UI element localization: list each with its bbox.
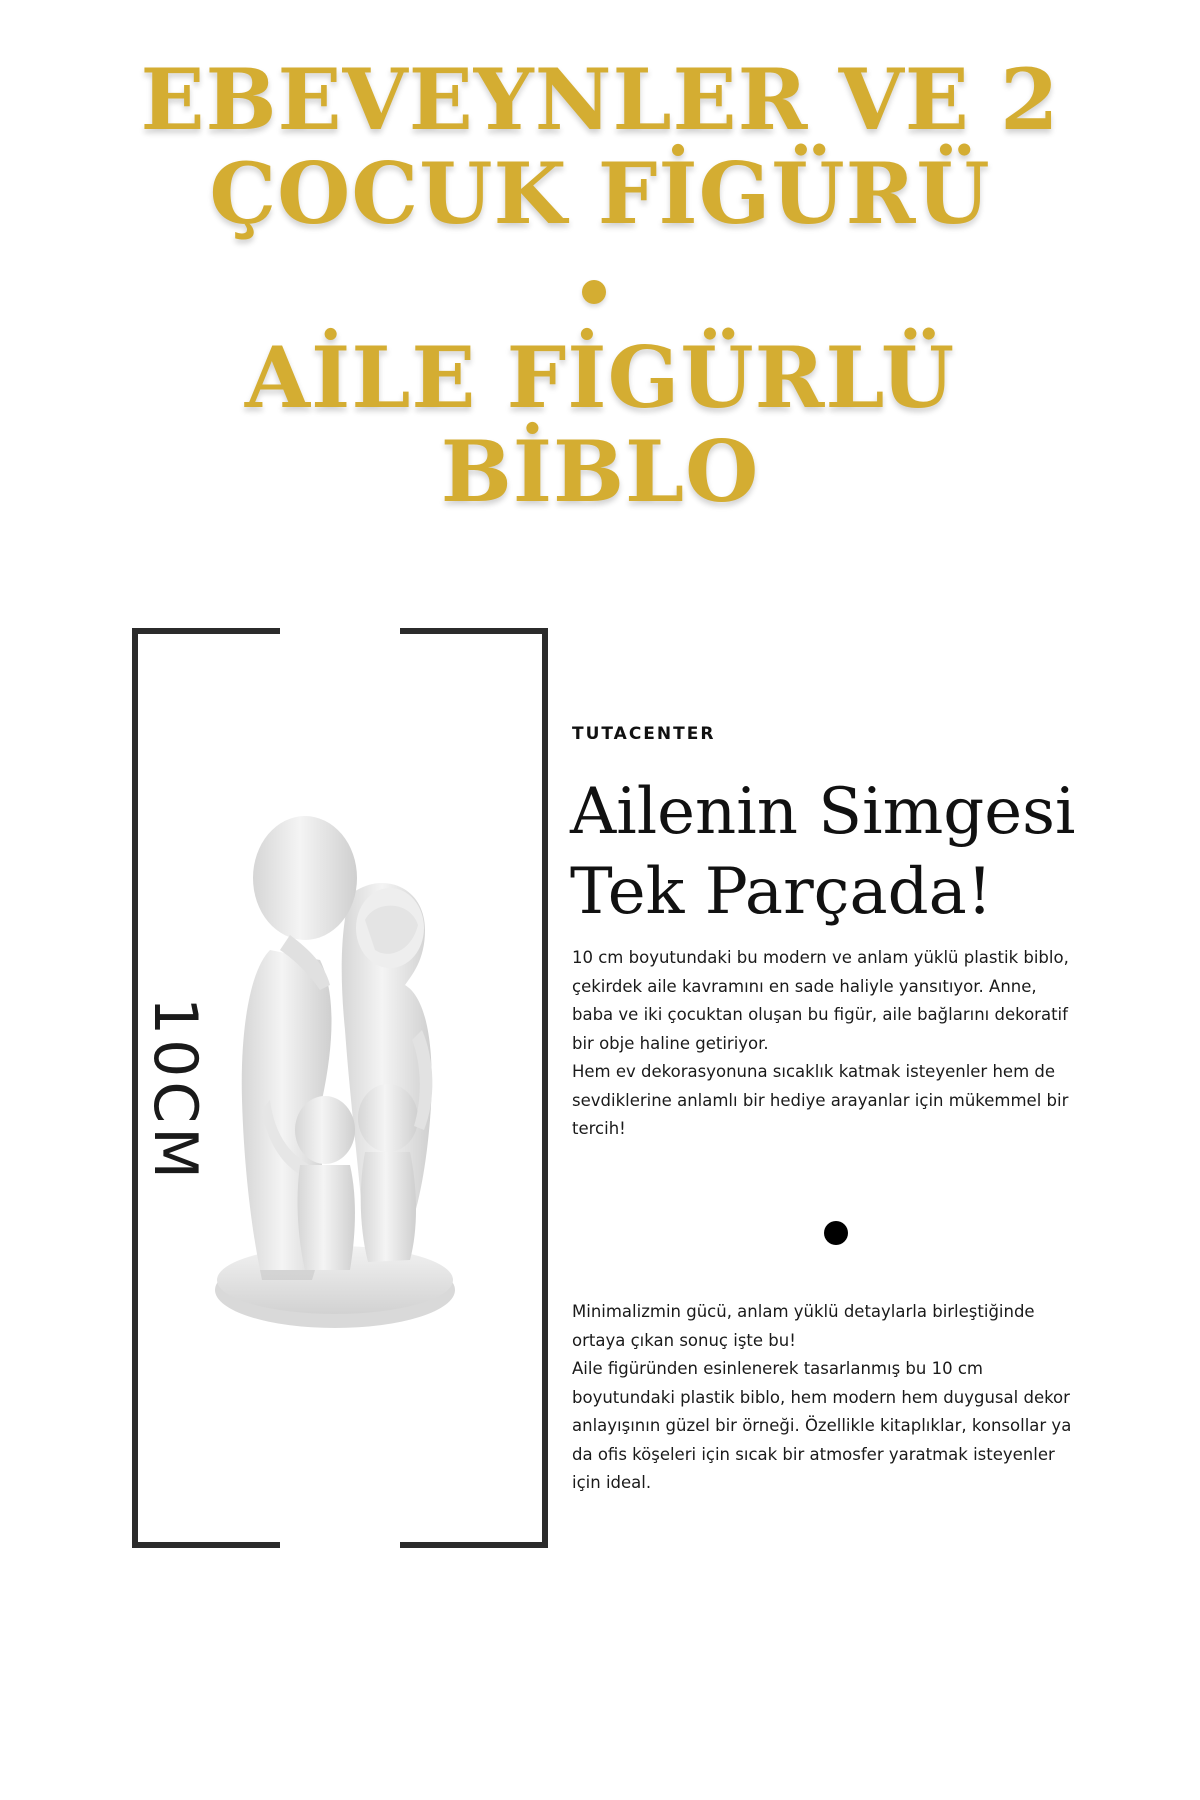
bracket-right-top bbox=[400, 628, 548, 634]
bracket-right-vertical bbox=[542, 628, 548, 1548]
bracket-right-bottom bbox=[400, 1542, 548, 1548]
family-figurine-image bbox=[200, 800, 480, 1340]
section-title: Ailenin Simgesi Tek Parçada! bbox=[570, 775, 1076, 929]
brand-name: TUTACENTER bbox=[572, 724, 716, 744]
headline-line-1: EBEVEYNLER VE 2 bbox=[140, 50, 1060, 149]
headline-line-4: BİBLO bbox=[440, 422, 760, 521]
description-paragraph-2: Minimalizmin gücü, anlam yüklü detaylarla birleştiğinde ortaya çıkan sonuç işte bu! Aile figüründen esinlenerek tasarlanmış bu 10 cm boyutundaki plastik biblo, hem modern hem duygusal dekor anlayışının güzel bir örneği. Özellikle kitaplıklar, konsollar ya da ofis köşeleri için sıcak bir atmosfer yaratmak isteyenler için ideal. bbox=[572, 1302, 1072, 1492]
bracket-left-top bbox=[132, 628, 280, 634]
bracket-left-bottom bbox=[132, 1542, 280, 1548]
child-2-body bbox=[361, 1152, 416, 1262]
child-1-head bbox=[295, 1096, 355, 1164]
dimension-label: 10CM bbox=[140, 996, 210, 1183]
gold-dot-icon bbox=[582, 280, 606, 304]
description-paragraph-1: 10 cm boyutundaki bu modern ve anlam yüklü plastik biblo, çekirdek aile kavramını en sade haliyle yansıtıyor. Anne, baba ve iki çocuktan oluşan bu figür, aile bağlarını dekoratif bir obje haline getiriyor. Hem ev dekorasyonuna sıcaklık katmak isteyenler hem de sevdiklerine anlamlı bir hediye arayanlar için mükemmel bir tercih! bbox=[572, 948, 1069, 1138]
child-1-body bbox=[298, 1165, 355, 1270]
black-dot-icon bbox=[824, 1221, 848, 1245]
bracket-left-vertical bbox=[132, 628, 138, 1548]
headline-line-2: ÇOCUK FİGÜRÜ bbox=[209, 144, 991, 243]
headline-line-3: AİLE FİGÜRLÜ bbox=[244, 328, 956, 427]
child-2-head bbox=[358, 1084, 418, 1152]
